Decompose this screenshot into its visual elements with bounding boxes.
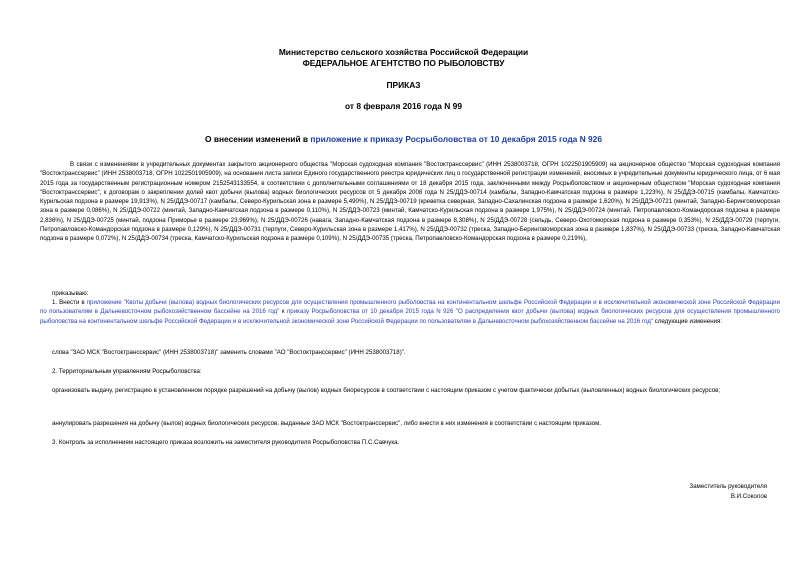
document-date-number: от 8 февраля 2016 года N 99 [345,101,462,111]
item-1-prefix: 1. Внести в [52,299,87,306]
preamble-paragraph: В связи с изменениями в учредительных документах закрытого акционерного общества "Морская судоходная компания "Востоктранссервис" (ИНН 2538003718, ОГРН 1022501905909) на акционерное общество "Морская судоходная компания "Востоктранссервис" (ИНН 2538003718, ОГРН 1022501905909), на основании листа записи Единого государственного реестра юридических лиц о государственной регистрации изменений, вносимых в учредительные документы юридического лица, от 6 мая 2015 года за государственным регистрационным номером 2152543133554, в соответствии с дополнительными соглашениями от 18 декабря 2015 года, заключенными между Росрыболовством и акционерным обществом "Морская судоходная компания "Востоктранссервис", к договорам о закреплении долей квот добычи (вылова) водных биологических ресурсов от 5 декабря 2008 года N 25/ДДЭ-00714 (камбалы, Западно-Камчатская подзона в размере 1,223%), N 25/ДДЭ-00715 (камбалы, Камчатско-Курильская подзона в размере 19,913%), N 25/ДДЭ-00717 (камбалы, Северо-Курильская зона в размере 5,490%), N 25/ДДЭ-00719 (креветка северная, Западно-Сахалинская подзона в размере 1,620%), N 25/ДДЭ-00721 (минтай, Западно-Беринговоморская зона в размере 0,086%), N 25/ДДЭ-00722 (минтай, Западно-Камчатская подзона в размере 0,110%), N 25/ДДЭ-00723 (минтай, Камчатско-Курильская подзона в размере 1,975%), N 25/ДДЭ-00724 (минтай, Петропавловско-Командорская подзона в размере 2,836%), N 25/ДДЭ-00725 (минтай, подзона Приморье в размере 23,969%), N 25/ДДЭ-00726 (навага, Западно-Камчатская подзона в размере 8,308%), N 25/ДДЭ-00728 (сельдь, Северо-Охотоморская подзона в размере 0,353%), N 25/ДДЭ-00729 (терпуги, Петропавловско-Командорская подзона в размере 0,129%), N 25/ДДЭ-00731 (терпуги, Северо-Курильская зона в размере 1,417%), N 25/ДДЭ-00732 (треска, Западно-Беринговоморская зона в размере 1,837%), N 25/ДДЭ-00733 (треска, Западно-Камчатская подзона в размере 0,072%), N 25/ДДЭ-00734 (треска, Камчатско-Курильская подзона в размере 0,109%), N 25/ДДЭ-00735 (треска, Петропавловско-Командорская подзона в размере 0,219%), [40,161,780,242]
subject-prefix: О внесении изменений в [204,134,311,144]
subject-link[interactable]: приложение к приказу Росрыболовства от 10 декабря 2015 года N 926 [310,134,602,144]
replace-words-paragraph: слова "ЗАО МСК "Востоктранссервис" (ИНН 2538003718)" заменить словами "АО "Востоктранссервис" (ИНН 2538003718)". [52,349,406,356]
document-subject [0,134,807,145]
cancel-paragraph: аннулировать разрешения на добычу (вылов) водных биологических ресурсов, выданные ЗАО МСК "Востоктранссервис", либо внести в них изменения в соответствии с настоящим приказом. [52,420,602,427]
item-1-suffix: следующие изменения: [653,317,723,325]
item-3-paragraph: 3. Контроль за исполнением настоящего приказа возложить на заместителя руководителя Росрыболовства П.С.Савчука. [52,439,400,446]
decree-word: приказываю: [52,290,89,297]
organize-paragraph: организовать выдачу, регистрацию в установленном порядке разрешений на добычу (вылов) водных биоресурсов в соответствии с настоящим приказом с учетом фактически добытых (выловленных) водных биологических ресурсов; [52,387,721,394]
appendix-link[interactable]: приложение "Квоты добычи (вылова) водных биологических ресурсов для осуществления промышленного рыболовства на континентальном шельфе Российской Федерации и в исключительной экономической зоне Российской Федерации по пользователям в Дальневосточном рыбохозяйственном бассейне на 2016 год" [40,299,781,316]
item-1-paragraph [40,298,780,326]
item-1-middle: к [279,308,287,316]
signature-position: Заместитель руководителя [689,483,767,490]
signature-name: В.И.Соколов [730,493,767,500]
agency-heading: ФЕДЕРАЛЬНОЕ АГЕНТСТВО ПО РЫБОЛОВСТВУ [302,58,505,68]
item-2-paragraph: 2. Территориальным управлениям Росрыболовства: [52,368,202,375]
ministry-heading: Министерство сельского хозяйства Российской Федерации [278,47,529,57]
order-926-link[interactable]: приказу Росрыболовства от 10 декабря 2015 года N 926 "О распределении квот добычи (вылова) водных биологических ресурсов для осуществления промышленного рыболовства на континентальном шельфе Российской Федерации и в исключительной экономической зоне Российской Федерации по пользователям в Дальневосточном рыбохозяйственном бассейне на 2016 год" [40,308,780,325]
document-type: ПРИКАЗ [386,80,421,90]
